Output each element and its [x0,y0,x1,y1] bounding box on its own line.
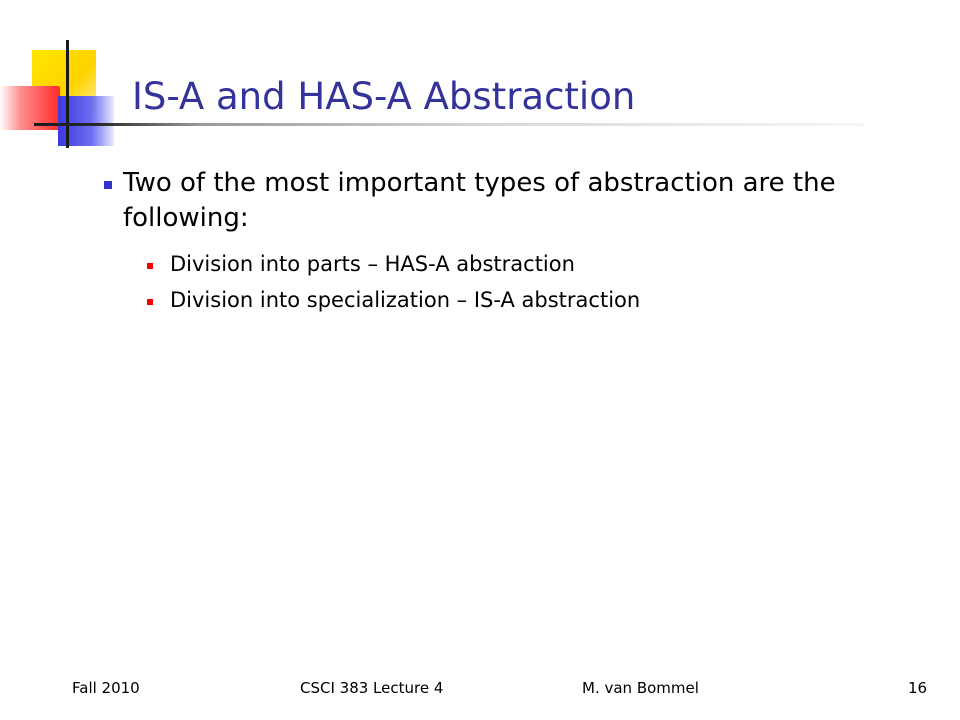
sub-bullet-text: Division into specialization – IS-A abstraction [170,288,641,312]
footer-term: Fall 2010 [72,679,140,697]
footer-author: M. van Bommel [582,679,699,697]
footer-page-number: 16 [908,679,928,697]
sub-bullet-text: Division into parts – HAS-A abstraction [170,252,575,276]
sub-bullet-icon [147,299,153,305]
bullet-icon [104,181,112,189]
bullet-text: Two of the most important types of abstraction are the following: [123,168,836,233]
title-underline [34,123,864,126]
corner-logo-vertical-line [66,40,69,148]
footer-course: CSCI 383 Lecture 4 [300,679,444,697]
sub-bullet-icon [147,263,153,269]
slide-title: IS-A and HAS-A Abstraction [132,75,636,118]
